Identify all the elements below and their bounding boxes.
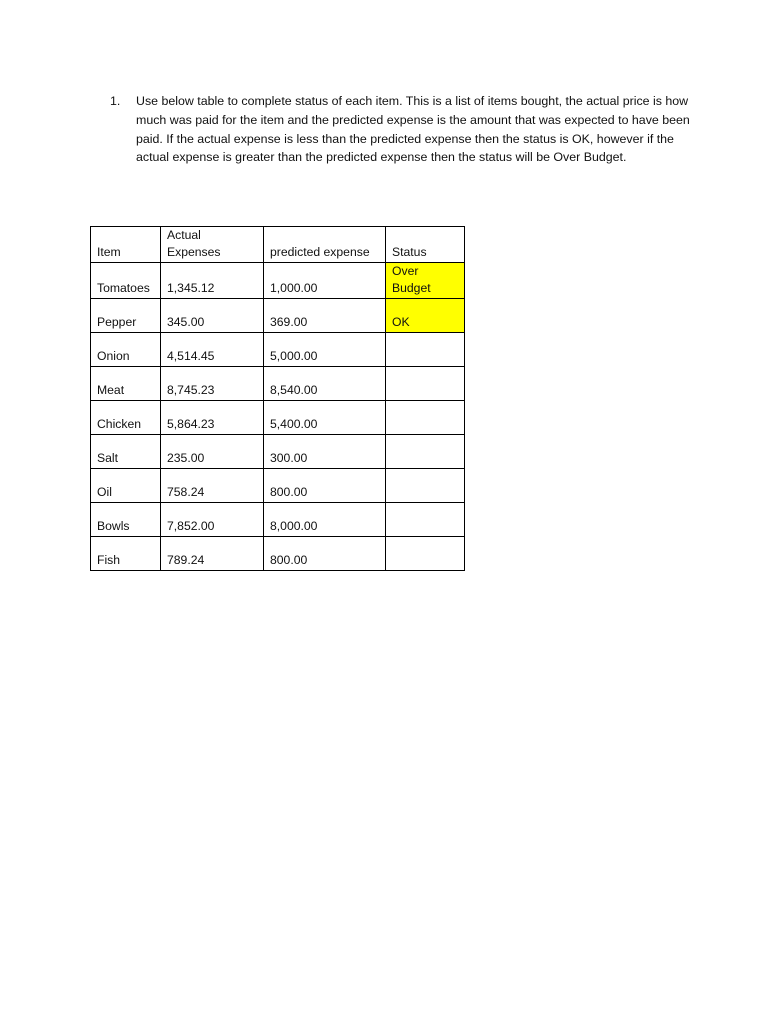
cell-predicted-expense: 8,000.00 <box>264 503 386 537</box>
table-row <box>91 503 465 537</box>
cell-status <box>386 503 465 537</box>
cell-predicted-expense: 8,540.00 <box>264 367 386 401</box>
cell-actual-expense: 758.24 <box>161 469 264 503</box>
table-row <box>91 263 465 299</box>
cell-item: Onion <box>91 333 161 367</box>
table-body <box>91 263 465 571</box>
cell-actual-expense: 1,345.12 <box>161 263 264 299</box>
header-predicted-expense: predicted expense <box>264 227 386 263</box>
cell-status <box>386 401 465 435</box>
cell-predicted-expense: 300.00 <box>264 435 386 469</box>
cell-actual-expense: 7,852.00 <box>161 503 264 537</box>
instructions-list <box>110 92 690 167</box>
cell-item: Meat <box>91 367 161 401</box>
cell-item: Chicken <box>91 401 161 435</box>
status-line1: Over <box>392 264 419 278</box>
table-row <box>91 435 465 469</box>
table-row <box>91 469 465 503</box>
instruction-text: Use below table to complete status of each item. This is a list of items bought, the actual price is how much was paid for the item and the predicted expense is the amount that was expected to have been paid. If the actual expense is less than the predicted expense then the status is OK, however if the actual expense is greater than the predicted expense then the status will be Over Budget. <box>136 94 690 165</box>
table-header-row <box>91 227 465 263</box>
cell-actual-expense: 8,745.23 <box>161 367 264 401</box>
cell-predicted-expense: 5,400.00 <box>264 401 386 435</box>
cell-actual-expense: 5,864.23 <box>161 401 264 435</box>
cell-actual-expense: 345.00 <box>161 299 264 333</box>
cell-status <box>386 469 465 503</box>
cell-actual-expense: 235.00 <box>161 435 264 469</box>
header-item: Item <box>91 227 161 263</box>
cell-item: Oil <box>91 469 161 503</box>
status-line1: OK <box>392 315 410 329</box>
cell-status <box>386 333 465 367</box>
cell-item: Salt <box>91 435 161 469</box>
cell-status <box>386 263 465 299</box>
cell-predicted-expense: 800.00 <box>264 469 386 503</box>
cell-status <box>386 299 465 333</box>
header-actual-line1: Actual <box>167 228 201 242</box>
header-actual-expenses <box>161 227 264 263</box>
cell-predicted-expense: 5,000.00 <box>264 333 386 367</box>
cell-item: Bowls <box>91 503 161 537</box>
table-row <box>91 537 465 571</box>
cell-predicted-expense: 1,000.00 <box>264 263 386 299</box>
status-line2: Budget <box>392 281 431 295</box>
expense-table <box>90 226 465 571</box>
header-status: Status <box>386 227 465 263</box>
cell-actual-expense: 4,514.45 <box>161 333 264 367</box>
cell-item: Pepper <box>91 299 161 333</box>
table-row <box>91 401 465 435</box>
cell-item: Fish <box>91 537 161 571</box>
table-row <box>91 367 465 401</box>
cell-actual-expense: 789.24 <box>161 537 264 571</box>
cell-predicted-expense: 369.00 <box>264 299 386 333</box>
instruction-item <box>110 92 690 167</box>
cell-item: Tomatoes <box>91 263 161 299</box>
instruction-number: 1. <box>110 94 121 108</box>
header-actual-line2: Expenses <box>167 245 221 259</box>
table-row <box>91 299 465 333</box>
cell-status <box>386 367 465 401</box>
cell-predicted-expense: 800.00 <box>264 537 386 571</box>
table-row <box>91 333 465 367</box>
cell-status <box>386 537 465 571</box>
cell-status <box>386 435 465 469</box>
